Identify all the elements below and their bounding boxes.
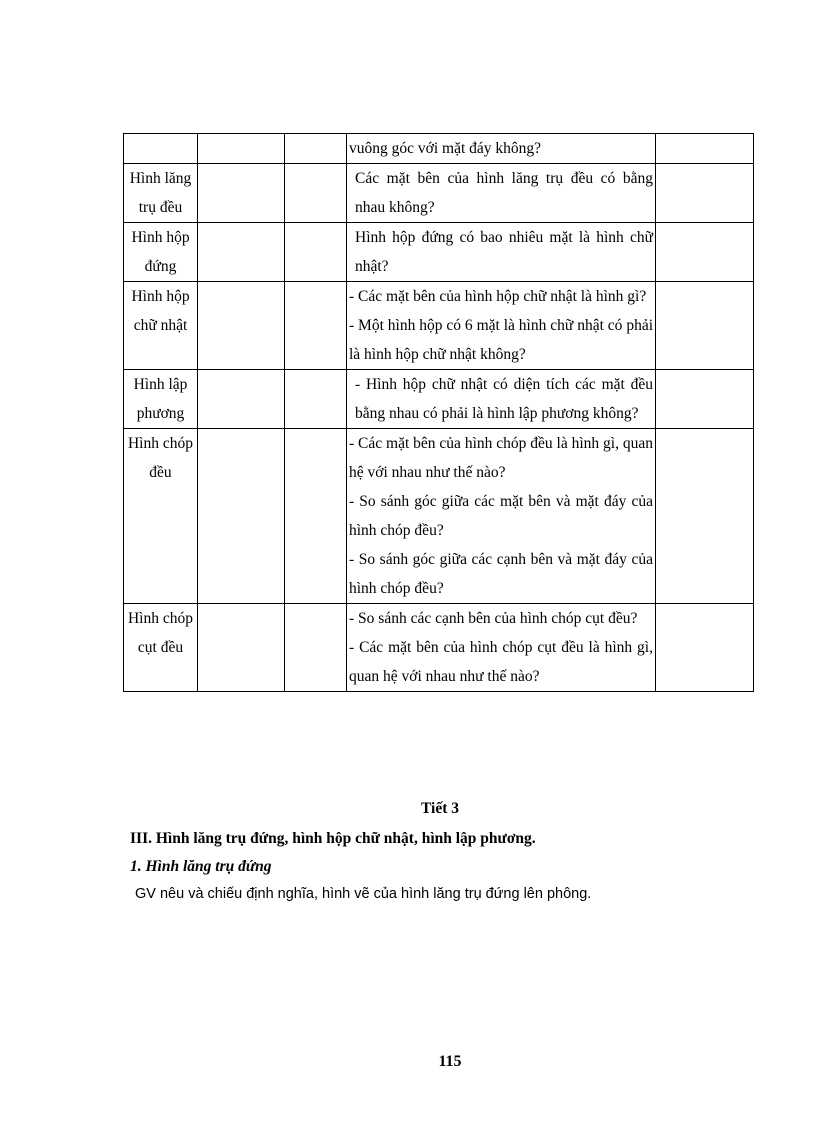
lesson-table: [123, 133, 754, 692]
empty-cell: [285, 370, 347, 429]
empty-cell: [656, 164, 754, 223]
empty-cell: [656, 604, 754, 692]
question-text: - Các mặt bên của hình chóp đều là hình gì, quan hệ với nhau như thế nào?: [349, 435, 653, 481]
question-cell: [347, 604, 656, 692]
empty-cell: [656, 223, 754, 282]
empty-cell: [656, 282, 754, 370]
section-heading: III. Hình lăng trụ đứng, hình hộp chữ nhật, hình lập phương.: [130, 830, 536, 847]
question-cell: [347, 164, 656, 223]
shape-cell: Hình lập phương: [124, 370, 198, 429]
question-cell: [347, 223, 656, 282]
empty-cell: [656, 134, 754, 164]
table-row: [124, 223, 754, 282]
lesson-table-wrapper: [123, 133, 753, 692]
question-text: vuông góc với mặt đáy không?: [349, 140, 542, 157]
empty-cell: [285, 604, 347, 692]
question-text: - Các mặt bên của hình chóp cụt đều là hình gì, quan hệ với nhau như thế nào?: [349, 639, 653, 685]
shape-cell: Hình chóp đều: [124, 429, 198, 604]
question-text: Hình hộp đứng có bao nhiêu mặt là hình chữ nhật?: [355, 229, 653, 275]
question-text: - Một hình hộp có 6 mặt là hình chữ nhật có phải là hình hộp chữ nhật không?: [349, 317, 653, 363]
question-text: - So sánh góc giữa các cạnh bên và mặt đáy của hình chóp đều?: [349, 551, 653, 597]
empty-cell: [198, 429, 285, 604]
question-text: Các mặt bên của hình lăng trụ đều có bằng nhau không?: [355, 170, 653, 216]
question-text: - So sánh các cạnh bên của hình chóp cụt đều?: [349, 610, 638, 627]
empty-cell: [656, 429, 754, 604]
question-cell: [347, 134, 656, 164]
question-text: - Hình hộp chữ nhật có diện tích các mặt đều bằng nhau có phải là hình lập phương không?: [355, 376, 653, 422]
shape-cell: Hình hộp chữ nhật: [124, 282, 198, 370]
subsection-heading: 1. Hình lăng trụ đứng: [130, 858, 272, 875]
table-row: [124, 370, 754, 429]
table-row: [124, 164, 754, 223]
empty-cell: [285, 282, 347, 370]
question-text: - So sánh góc giữa các mặt bên và mặt đáy của hình chóp đều?: [349, 493, 653, 539]
shape-cell: Hình chóp cụt đều: [124, 604, 198, 692]
empty-cell: [285, 223, 347, 282]
shape-cell: Hình lăng trụ đều: [124, 164, 198, 223]
empty-cell: [198, 604, 285, 692]
table-row: [124, 604, 754, 692]
table-row: [124, 429, 754, 604]
empty-cell: [198, 282, 285, 370]
table-row: [124, 134, 754, 164]
question-cell: [347, 282, 656, 370]
empty-cell: [656, 370, 754, 429]
empty-cell: [198, 134, 285, 164]
question-cell: [347, 429, 656, 604]
empty-cell: [285, 429, 347, 604]
empty-cell: [198, 223, 285, 282]
shape-cell: [124, 134, 198, 164]
period-title: Tiết 3: [420, 800, 460, 817]
question-cell: [347, 370, 656, 429]
empty-cell: [285, 134, 347, 164]
table-row: [124, 282, 754, 370]
empty-cell: [285, 164, 347, 223]
page-number: 115: [438, 1053, 462, 1070]
empty-cell: [198, 370, 285, 429]
empty-cell: [198, 164, 285, 223]
shape-cell: Hình hộp đứng: [124, 223, 198, 282]
question-text: - Các mặt bên của hình hộp chữ nhật là hình gì?: [349, 288, 647, 305]
body-paragraph: GV nêu và chiếu định nghĩa, hình vẽ của hình lăng trụ đứng lên phông.: [135, 886, 592, 902]
